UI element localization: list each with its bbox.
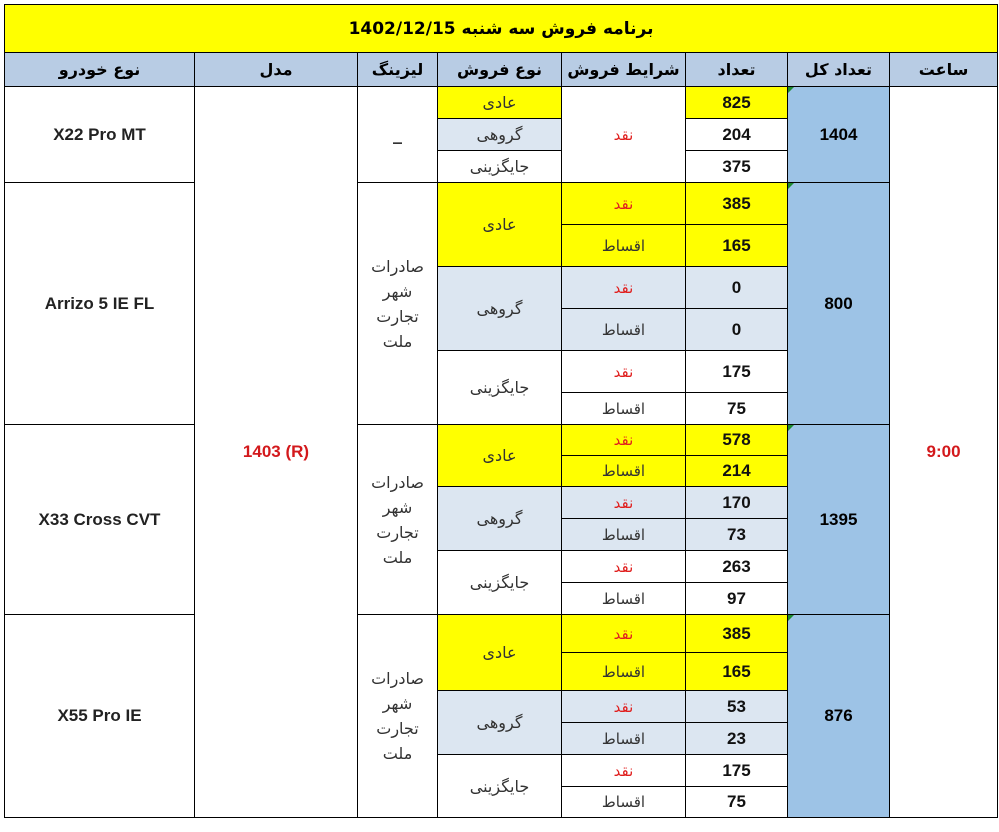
header-sale-terms: شرایط فروش [562,53,686,87]
total-cell [788,615,890,818]
count-value: 385 [722,193,751,213]
page-title: برنامه فروش سه شنبه 1402/12/15 [5,5,998,53]
sale-term-cash: نقد [562,351,686,393]
leasing-bank: تجارت [376,306,419,326]
count-value: 214 [722,461,751,480]
time-value: 9:00 [890,87,998,818]
count-value: 165 [722,661,751,681]
sale-term-installment: اقساط [562,309,686,351]
sale-type-replacement: جایگزینی [438,755,562,818]
count-cell [686,519,788,551]
count-cell [686,87,788,119]
sale-type-normal: عادی [438,183,562,267]
count-value: 75 [727,792,746,811]
count-value: 0 [731,277,742,297]
sale-term-installment: اقساط [562,583,686,615]
sale-term-installment: اقساط [562,653,686,691]
total-value: 1404 [819,124,858,144]
count-cell [686,723,788,755]
count-value: 0 [731,319,742,339]
model-value: 1403 (R) [195,87,358,818]
sale-type-replacement: جایگزینی [438,151,562,183]
total-cell [788,183,890,425]
sale-term-installment: اقساط [562,723,686,755]
comment-marker [788,615,794,621]
count-value: 263 [722,556,751,576]
leasing-bank: شهر [382,694,413,713]
count-value: 825 [722,92,751,112]
sale-type-group: گروهی [438,267,562,351]
total-value: 876 [824,706,853,725]
sale-term-installment: اقساط [562,787,686,818]
count-value: 375 [722,156,751,176]
header-car-type: نوع خودرو [5,53,195,87]
total-cell [788,425,890,615]
leasing-bank: ملت [382,744,413,763]
count-cell [686,393,788,425]
count-value: 165 [722,235,751,255]
comment-marker [788,183,794,189]
header-time: ساعت [890,53,998,87]
sale-term-cash: نقد [562,87,686,183]
sale-term-installment: اقساط [562,519,686,551]
comment-marker [788,87,794,93]
comment-marker [788,425,794,431]
sale-term-cash: نقد [562,755,686,787]
sale-term-cash: نقد [562,267,686,309]
count-cell [686,755,788,787]
sale-term-cash: نقد [562,183,686,225]
sale-type-group: گروهی [438,691,562,755]
count-cell [686,615,788,653]
leasing-none: _ [358,87,438,183]
sale-term-cash: نقد [562,487,686,519]
car-name: X55 Pro IE [5,615,195,818]
count-cell [686,183,788,225]
sale-type-replacement: جایگزینی [438,351,562,425]
total-value: 1395 [819,509,858,529]
count-value: 23 [727,728,746,748]
sale-term-installment: اقساط [562,225,686,267]
sale-term-installment: اقساط [562,456,686,487]
count-value: 175 [722,760,751,780]
count-value: 170 [722,492,751,512]
count-cell [686,225,788,267]
count-cell [686,351,788,393]
header-total-count: تعداد کل [788,53,890,87]
count-value: 75 [727,398,746,418]
sale-term-cash: نقد [562,551,686,583]
count-cell [686,309,788,351]
count-cell [686,653,788,691]
sale-type-replacement: جایگزینی [438,551,562,615]
leasing-bank: تجارت [376,522,419,542]
header-leasing: لیزینگ [358,53,438,87]
leasing-banks [358,425,438,615]
count-cell [686,119,788,151]
sale-term-cash: نقد [562,615,686,653]
count-cell [686,151,788,183]
leasing-bank: صادرات [371,472,424,492]
sale-type-group: گروهی [438,487,562,551]
count-value: 578 [722,430,751,449]
sales-table [4,4,998,818]
sale-type-normal: عادی [438,425,562,487]
sale-term-cash: نقد [562,691,686,723]
car-name: X22 Pro MT [5,87,195,183]
leasing-bank: ملت [382,331,413,351]
count-value: 385 [722,623,751,643]
leasing-banks [358,183,438,425]
count-cell [686,551,788,583]
count-value: 175 [722,361,751,381]
leasing-bank: شهر [382,497,413,517]
car-name: Arrizo 5 IE FL [5,183,195,425]
count-cell [686,787,788,818]
header-count: تعداد [686,53,788,87]
count-cell [686,487,788,519]
count-cell [686,267,788,309]
leasing-banks [358,615,438,818]
count-value: 73 [727,524,746,544]
count-value: 97 [727,588,746,608]
sale-type-group: گروهی [438,119,562,151]
leasing-bank: شهر [382,281,413,301]
leasing-bank: صادرات [371,669,424,688]
sale-type-normal: عادی [438,615,562,691]
count-value: 204 [722,124,751,144]
car-name: X33 Cross CVT [5,425,195,615]
count-cell [686,691,788,723]
count-cell [686,456,788,487]
count-value: 53 [727,696,746,716]
header-model: مدل [195,53,358,87]
count-cell [686,425,788,456]
total-cell [788,87,890,183]
header-sale-type: نوع فروش [438,53,562,87]
count-cell [686,583,788,615]
sale-term-installment: اقساط [562,393,686,425]
sale-term-cash: نقد [562,425,686,456]
leasing-bank: صادرات [371,256,424,276]
sale-type-normal: عادی [438,87,562,119]
total-value: 800 [824,293,853,313]
leasing-bank: ملت [382,547,413,567]
leasing-bank: تجارت [376,719,419,738]
